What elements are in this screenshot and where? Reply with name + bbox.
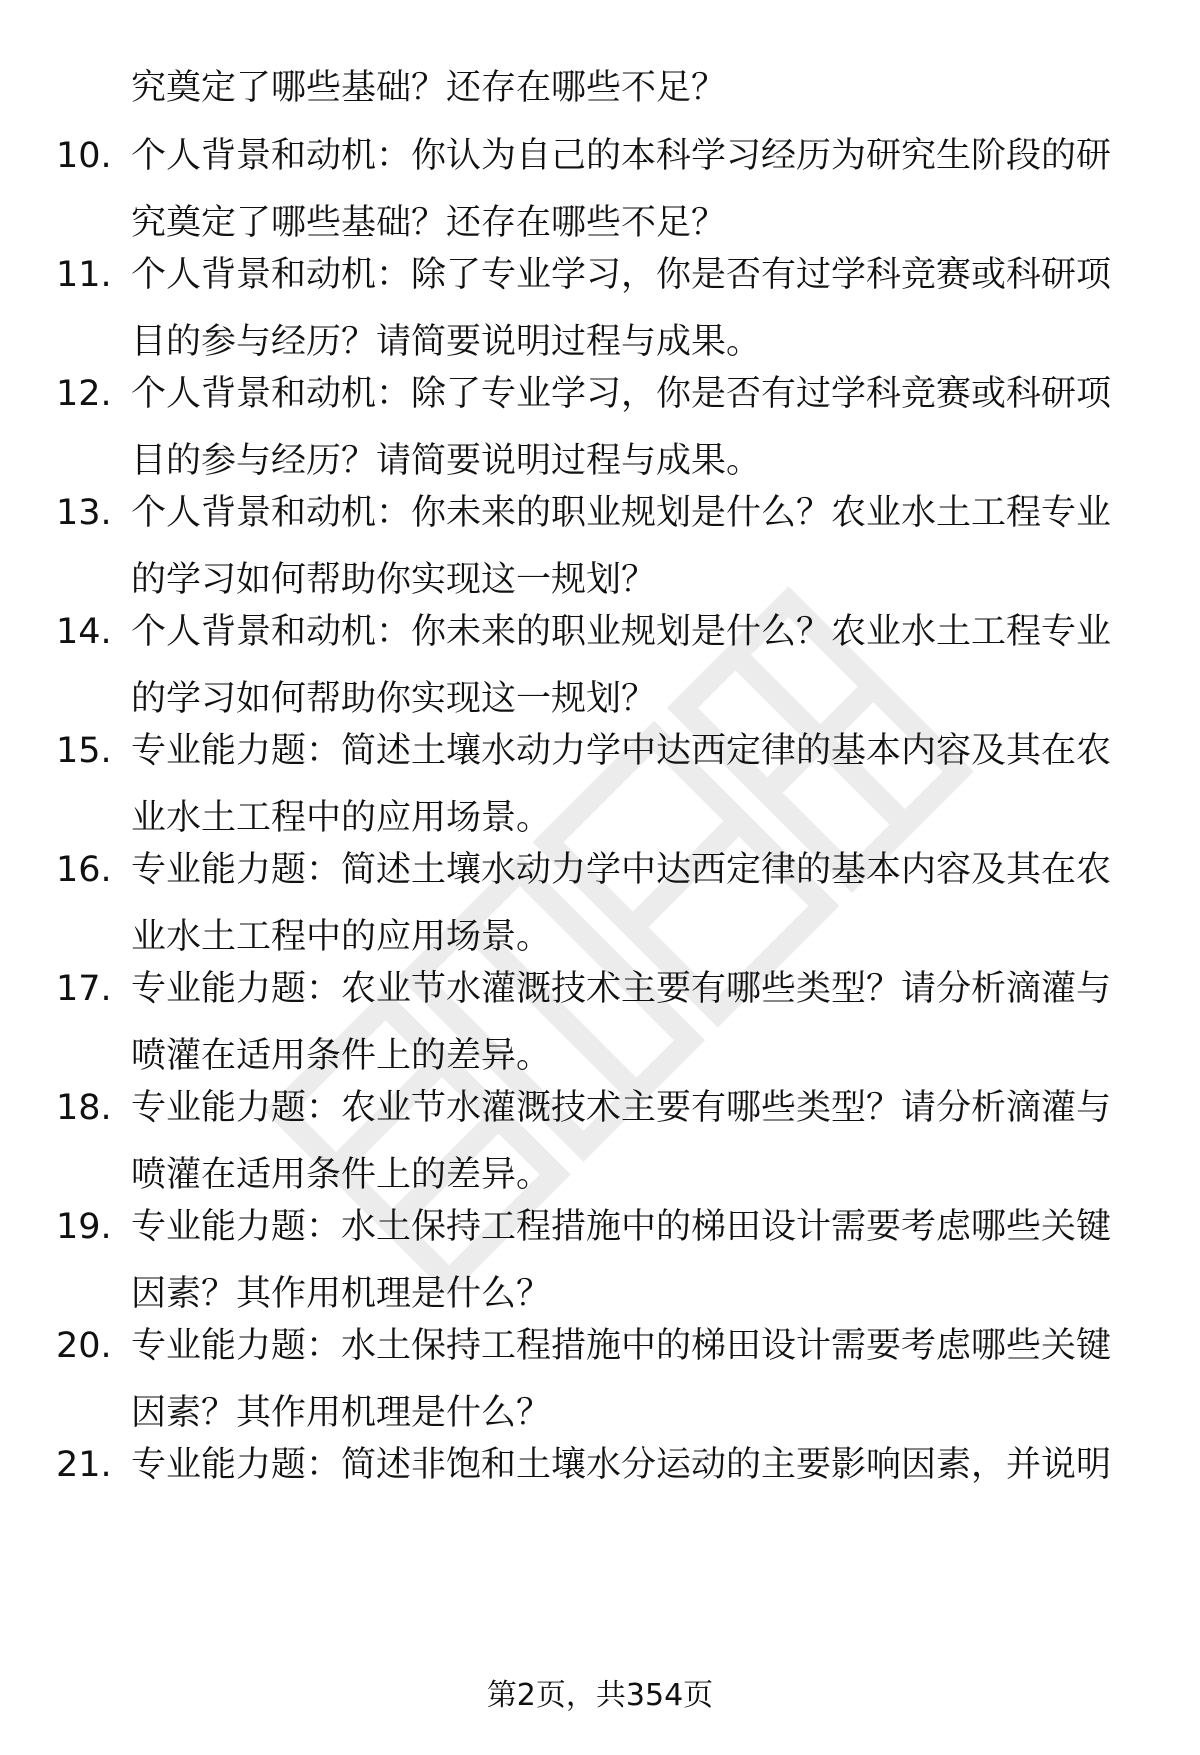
continuation-text: 究奠定了哪些基础？还存在哪些不足？	[131, 68, 727, 108]
item-text-line: 的学习如何帮助你实现这一规划？	[131, 560, 657, 600]
item-text	[131, 844, 1151, 978]
item-text	[131, 1320, 1151, 1454]
item-text-line: 喷灌在适用条件上的差异。	[131, 1155, 552, 1195]
item-text-line: 目的参与经历？请简要说明过程与成果。	[131, 441, 762, 481]
item-number: 17.	[56, 969, 112, 1009]
page-footer: 第2页，共354页	[486, 1678, 714, 1713]
item-number: 19.	[56, 1207, 112, 1247]
item-text	[131, 249, 1151, 383]
item-text	[131, 963, 1151, 1097]
item-number: 20.	[56, 1326, 112, 1366]
item-text	[131, 725, 1151, 859]
item-text	[131, 368, 1151, 502]
item-text	[131, 1082, 1151, 1216]
item-text-line: 个人背景和动机：除了专业学习，你是否有过学科竞赛或科研项	[131, 374, 1112, 414]
item-text-line: 个人背景和动机：你认为自己的本科学习经历为研究生阶段的研	[131, 136, 1112, 176]
item-text-line: 的学习如何帮助你实现这一规划？	[131, 679, 657, 719]
item-text-line: 专业能力题：农业节水灌溉技术主要有哪些类型？请分析滴灌与	[131, 969, 1112, 1009]
item-number: 14.	[56, 612, 112, 652]
item-number: 12.	[56, 374, 112, 414]
item-text-line: 因素？其作用机理是什么？	[131, 1274, 552, 1314]
item-text	[131, 606, 1151, 740]
item-number: 21.	[56, 1445, 112, 1485]
item-text-line: 专业能力题：水土保持工程措施中的梯田设计需要考虑哪些关键	[131, 1207, 1112, 1247]
item-text	[131, 487, 1151, 621]
item-text-line: 目的参与经历？请简要说明过程与成果。	[131, 322, 762, 362]
item-number: 13.	[56, 493, 112, 533]
item-text	[131, 130, 1151, 264]
item-text-line: 个人背景和动机：除了专业学习，你是否有过学科竞赛或科研项	[131, 255, 1112, 295]
item-text-line: 业水土工程中的应用场景。	[131, 798, 552, 838]
item-text-line: 专业能力题：简述非饱和土壤水分运动的主要影响因素，并说明	[131, 1445, 1112, 1485]
item-text	[131, 1201, 1151, 1335]
item-text-line: 专业能力题：水土保持工程措施中的梯田设计需要考虑哪些关键	[131, 1326, 1112, 1366]
item-text-line: 专业能力题：简述土壤水动力学中达西定律的基本内容及其在农	[131, 731, 1112, 771]
item-number: 10.	[56, 136, 112, 176]
item-text-line: 专业能力题：农业节水灌溉技术主要有哪些类型？请分析滴灌与	[131, 1088, 1112, 1128]
item-text-line: 个人背景和动机：你未来的职业规划是什么？农业水土工程专业	[131, 612, 1112, 652]
item-number: 11.	[56, 255, 112, 295]
item-text-line: 究奠定了哪些基础？还存在哪些不足？	[131, 203, 727, 243]
item-number: 16.	[56, 850, 112, 890]
item-text-line: 业水土工程中的应用场景。	[131, 917, 552, 957]
item-number: 15.	[56, 731, 112, 771]
item-text-line: 因素？其作用机理是什么？	[131, 1393, 552, 1433]
item-text	[131, 1439, 1151, 1506]
item-text-line: 个人背景和动机：你未来的职业规划是什么？农业水土工程专业	[131, 493, 1112, 533]
item-number: 18.	[56, 1088, 112, 1128]
item-text-line: 专业能力题：简述土壤水动力学中达西定律的基本内容及其在农	[131, 850, 1112, 890]
item-text-line: 喷灌在适用条件上的差异。	[131, 1036, 552, 1076]
